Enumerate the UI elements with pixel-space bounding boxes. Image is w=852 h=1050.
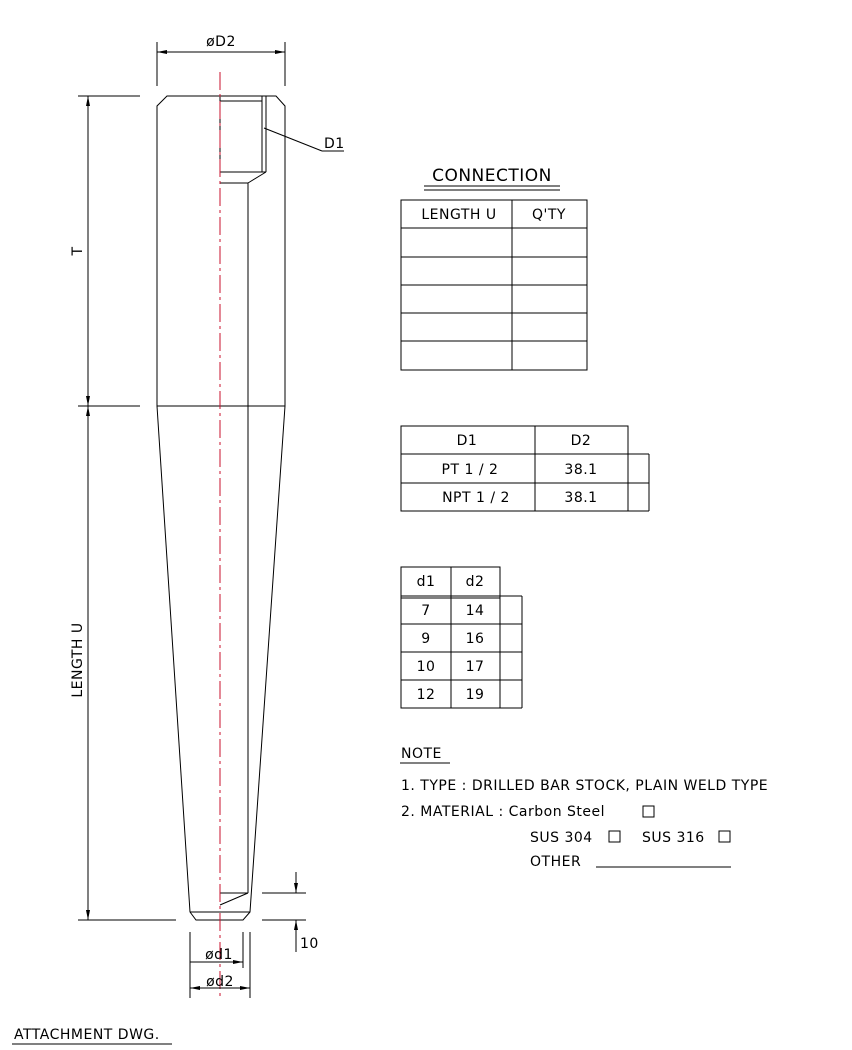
- dim-d2-label: ød2: [206, 974, 234, 990]
- bore-header-d1: d1: [416, 574, 436, 590]
- thread-header-d2: D2: [570, 433, 592, 449]
- carbon-steel-checkbox[interactable]: [643, 806, 654, 817]
- leader-D1: [264, 128, 345, 152]
- dimension-10: [262, 872, 319, 952]
- dimension-length-u: [70, 406, 176, 920]
- note-other: OTHER: [530, 854, 582, 870]
- notes: [400, 746, 768, 870]
- dim-length-u-label: LENGTH U: [70, 622, 86, 698]
- sus304-checkbox[interactable]: [609, 831, 620, 842]
- bore-row-3-d1: 10: [416, 659, 436, 675]
- thread-row-2-d1: NPT 1 / 2: [442, 490, 510, 506]
- dim-D2-label: øD2: [206, 34, 236, 50]
- dim-10-label: 10: [300, 936, 319, 952]
- tapered-body: [157, 406, 285, 920]
- dimension-T: [70, 96, 140, 406]
- bore-row-1-d1: 7: [421, 603, 431, 619]
- sus316-checkbox[interactable]: [719, 831, 730, 842]
- bore-header-d2: d2: [465, 574, 485, 590]
- dimension-D2: [157, 34, 285, 86]
- thread-row-1-d1: PT 1 / 2: [441, 462, 499, 478]
- bore-row-1-d2: 14: [465, 603, 485, 619]
- dim-T-label: T: [70, 246, 86, 256]
- bore-row-4-d1: 12: [416, 687, 436, 703]
- bore-row-2-d1: 9: [421, 631, 431, 647]
- bore-row-4-d2: 19: [465, 687, 485, 703]
- bore-table: [401, 567, 522, 708]
- leader-D1-label: D1: [324, 136, 345, 152]
- thread-table: [401, 426, 649, 511]
- connection-header-length: LENGTH U: [421, 207, 497, 223]
- note-title: NOTE: [401, 746, 442, 762]
- connection-table: [401, 166, 587, 370]
- attachment-label-group: [12, 1027, 172, 1044]
- note-line-2: 2. MATERIAL : Carbon Steel: [401, 804, 606, 820]
- connection-title: CONNECTION: [432, 166, 552, 186]
- attachment-label: ATTACHMENT DWG.: [14, 1027, 160, 1043]
- dim-d1-label: ød1: [205, 947, 233, 963]
- thermowell-outline: [157, 96, 285, 920]
- note-sus316: SUS 316: [642, 830, 705, 846]
- thread-row-2-d2: 38.1: [564, 490, 598, 506]
- connection-header-qty: Q'TY: [532, 207, 566, 223]
- thread-row-1-d2: 38.1: [564, 462, 598, 478]
- note-line-1: 1. TYPE : DRILLED BAR STOCK, PLAIN WELD TYPE: [401, 778, 769, 794]
- note-sus304: SUS 304: [530, 830, 593, 846]
- bore-row-2-d2: 16: [465, 631, 485, 647]
- thread-header-d1: D1: [456, 433, 478, 449]
- bore-row-3-d2: 17: [465, 659, 485, 675]
